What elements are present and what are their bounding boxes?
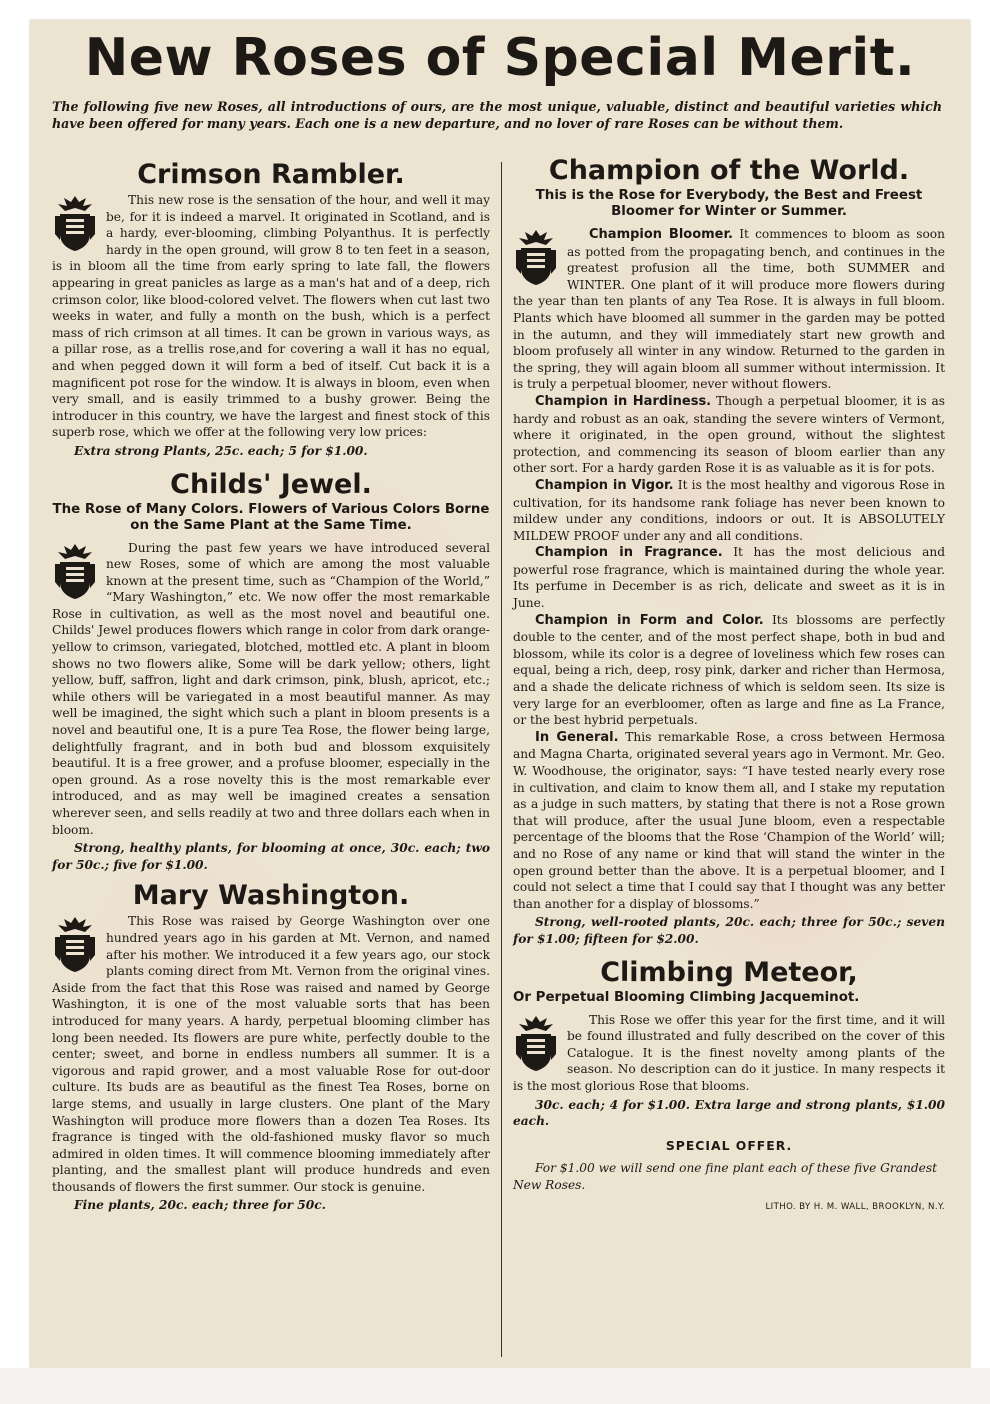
page-title: New Roses of Special Merit. [84,28,916,88]
climbing-meteor-section [513,956,945,1130]
champion-hardiness-paragraph [513,393,945,477]
section-title: Mary Washington. [132,880,410,912]
crest-icon [513,228,559,286]
paragraph-text: It is the most healthy and vigorous Rose in cultivation, for its handsome rank foliage has never been known to mildew under any conditions, indoors or out. It is ABSOLUTELY MILDEW PROOF under any and all conditions. [513,477,945,543]
price-line: Fine plants, 20c. each; three for 50c. [74,1198,326,1213]
run-in-heading: Champion in Hardiness. [535,393,712,409]
paragraph-text: Its blossoms are perfectly double to the center, and of the most perfect shape, both in bud and blossom, while its color is a degree of loveliness which few roses can equal, being a rich, deep, rosy pink, darker and richer than Hermosa, and a shade the delicate richness of which is seldom seen. Its size is very large for an everbloomer, often as large and fine as La France, or the best hybrid perpetuals. [513,612,946,728]
champion-general-paragraph [513,729,945,913]
paragraph-text: It commences to bloom as soon as potted from the propagating bench, and continues in the greatest profusion all the time, both SUMMER and WINTER. One plant of it will produce more flowers during the year than ten plants of any Tea Rose. It is always in full bloom. Plants which have bloomed all summer in the garden may be potted in the autumn, and they will immediately start new growth and bloom profusely all winter in any window. Returned to the garden in the spring, they will again bloom all summer without intermission. It is truly a perpetual bloomer, never without flowers. [513,227,945,392]
section-body: This Rose was raised by George Washington over one hundred years ago in his garden at Mt. Vernon, and named after his mother. We introduced it a few years ago, our stock plants coming direct from Mt. Vernon from the original vines. Aside from the fact that this Rose was raised and named by George Washington, it is one of the most valuable sorts that has been introduced for many years. A hardy, perpetual blooming climber has long been needed. Its flowers are pure white, perfectly double to the center; sweet, and borne in endless numbers all summer. It is a vigorous and rapid grower, and a most valuable Rose for out-door culture. Its buds are as beautiful as the finest Tea Roses, borne on large stems, and usually in large clusters. One plant of the Mary Washington will produce more flowers than a dozen Tea Roses. Its fragrance is tinged with the old-fashioned musky flavor so much admired in olden times. It will commence blooming immediately after planting, and the smallest plant will produce hundreds and even thousands of flowers the first summer. Our stock is genuine. [52,914,490,1194]
price-line: 30c. each; 4 for $1.00. Extra large and strong plants, $1.00 each. [513,1097,945,1129]
crest-icon [52,194,98,252]
run-in-heading: Champion in Vigor. [535,477,674,493]
price-line: Strong, well-rooted plants, 20c. each; three for 50c.; seven for $1.00; fifteen for $2.00. [513,915,945,946]
champion-fragrance-paragraph [513,544,945,611]
section-body: During the past few years we have introduced several new Roses, some of which are among the most valuable known at the present time, such as “Champion of the World,” “Mary Washington,” etc. We now offer the most remarkable Rose in cultivation, as well as the most novel and beautiful one. Childs' Jewel produces flowers which range in color from dark orange-yellow to crimson, variegated, blotched, mottled etc. A plant in bloom shows no two flowers alike, Some will be dark yellow; others, light yellow, buff, saffron, light and dark crimson, pink, blush, apricot, etc.; while others will be variegated in a most beautiful manner. As may well be imagined, the sight which such a plant in bloom presents is a novel and beautiful one, It is a pure Tea Rose, the flower being large, delightfully fragrant, and in both bud and blossom exquisitely beautiful. It is a free grower, and a profuse bloomer, especially in the open ground. As a rose novelty this is the most remarkable ever introduced, and as may well be imagined creates a sensation wherever seen, and sells readily at two and three dollars each when in bloom. [52,540,490,837]
crimson-rambler-section [52,158,490,460]
column-divider [501,162,502,1357]
childs-jewel-section [52,468,490,874]
right-column [513,154,945,1216]
printer-credit: LITHO. BY H. M. WALL, BROOKLYN, N.Y. [765,1202,945,1213]
special-offer-section [513,1137,945,1213]
run-in-heading: Champion Bloomer. [589,227,733,242]
special-offer-text: For $1.00 we will send one fine plant each of these five Grandest New Roses. [513,1161,938,1192]
section-title: Champion of the World. [548,155,910,186]
paragraph-text: Though a perpetual bloomer, it is as hardy and robust as an oak, standing the severe winters of Vermont, where it originated, in the open ground, without the slightest protection, and commencing its season of bloom earlier than any other sort. For a hardy garden Rose it is as valuable as it is for pots. [513,393,946,476]
section-body: This new rose is the sensation of the hour, and well it may be, for it is indeed a marvel. It originated in Scotland, and is a hardy, ever-blooming, climbing Polyanthus. It is perfectly hardy in the open ground, will grow 8 to ten feet in a season, is in bloom all the time from early spring to late fall, the flowers appearing in great panicles as large as a man's hat and of a deep, rich crimson color, like blood-colored velvet. The flowers when cut last two weeks in water, and fully a month on the bush, which is a perfect mass of rich crimson at all times. It can be grown in various ways, as a pillar rose, as a trellis rose,and for covering a wall it has no equal, and when pegged down it will form a bed of itself. Cut back it is a magnificent pot rose for the window. It is always in bloom, even when very small, and is easily trimmed to a bushy grower. Being the introducer in this country, we have the largest and finest stock of this superb rose, which we offer at the following very low prices: [52,193,490,440]
section-subtitle: This is the Rose for Everybody, the Best and Freest Bloomer for Winter or Summer. [535,188,923,219]
left-column [52,158,490,1214]
special-offer-title: SPECIAL OFFER. [665,1137,793,1153]
champion-vigor-paragraph [513,477,945,544]
price-line: Extra strong Plants, 25c. each; 5 for $1.00. [74,443,368,458]
crest-icon [52,915,98,973]
champion-bloomer-paragraph [513,226,945,393]
price-line: Strong, healthy plants, for blooming at once, 30c. each; two for 50c.; five for $1.00. [52,841,490,872]
run-in-heading: In General. [535,729,619,745]
run-in-heading: Champion in Form and Color. [535,612,764,628]
champion-form-paragraph [513,612,945,729]
crest-icon [52,542,98,600]
catalogue-page [30,20,970,1368]
section-title: Climbing Meteor, [600,956,858,988]
section-subtitle: Or Perpetual Blooming Climbing Jacqueminot. [513,989,860,1005]
scan-margin [0,1368,990,1404]
run-in-heading: Champion in Fragrance. [535,545,723,561]
section-title: Childs' Jewel. [170,468,372,500]
section-title: Crimson Rambler. [137,159,405,190]
champion-section [513,154,945,948]
crest-icon [513,1014,559,1072]
section-subtitle: The Rose of Many Colors. Flowers of Various Colors Borne on the Same Plant at the Same Time. [52,501,490,533]
mary-washington-section [52,879,490,1214]
section-body: This Rose we offer this year for the first time, and it will be found illustrated and fully described on the cover of this Catalogue. It is the finest novelty among plants of the season. No description can do it justice. In many respects it is the most glorious Rose that blooms. [513,1012,945,1093]
paragraph-text: It has the most delicious and powerful rose fragrance, which is maintained during the whole year. Its perfume in December is as rich, delicate and sweet as it is in June. [513,545,945,611]
paragraph-text: This remarkable Rose, a cross between Hermosa and Magna Charta, originated several years ago in Vermont. Mr. Geo. W. Woodhouse, the originator, says: “I have tested nearly every rose in cultivation, and claim to know them all, and I stake my reputation as a judge in such matters, by stating that there is not a Rose grown that will produce, after the usual June bloom, even a respectable percentage of the blooms that the Rose ‘Champion of the World’ will; and no Rose of any name or kind that will stand the winter in the open ground better than the above. It is a perpetual bloomer, and I could not select a time that I could say that I thought was any better than another for a display of blossoms.” [513,729,945,911]
intro-text: The following five new Roses, all introductions of ours, are the most unique, valuable, distinct and beautiful varieties which have been offered for many years. Each one is a new departure, and no lover of rare Roses can be without them. [52,99,942,131]
